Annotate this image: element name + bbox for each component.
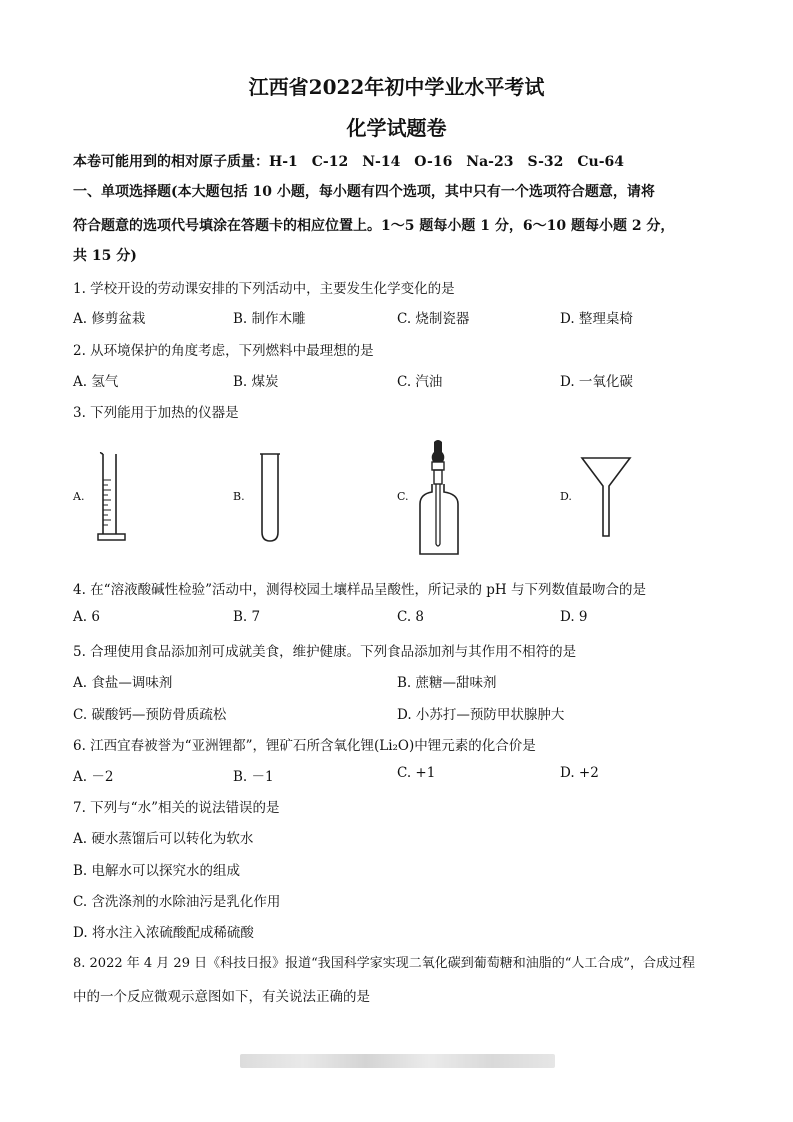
blurred-watermark bbox=[240, 1054, 555, 1068]
atomic-masses: 本卷可能用到的相对原子质量：H-1 C-12 N-14 O-16 Na-23 S-32 Cu-64 bbox=[73, 154, 624, 170]
question-7-stem: 7. 下列与“水”相关的说法错误的是 bbox=[73, 800, 280, 816]
q1-option-b: B. 制作木雕 bbox=[233, 311, 306, 327]
q1-option-a: A. 修剪盆栽 bbox=[73, 311, 146, 327]
q1-option-d: D. 整理桌椅 bbox=[560, 311, 633, 327]
q5-option-b: B. 蔗糖—甜味剂 bbox=[397, 675, 497, 691]
q3-option-a: A. bbox=[73, 490, 85, 503]
q6-option-a: A. －2 bbox=[73, 769, 114, 785]
q5-option-c: C. 碳酸钙—预防骨质疏松 bbox=[73, 707, 227, 723]
question-8-stem-line1: 8. 2022 年 4 月 29 日《科技日报》报道“我国科学家实现二氧化碳到葡萄糖和油脂的“人工合成”，合成过程 bbox=[73, 956, 696, 971]
section-instructions-line2: 符合题意的选项代号填涂在答题卡的相应位置上。1～5 题每小题 1 分，6～10 题每小题 2 分， bbox=[73, 218, 675, 234]
q7-option-a: A. 硬水蒸馏后可以转化为软水 bbox=[73, 831, 254, 847]
question-4-stem: 4. 在“溶液酸碱性检验”活动中，测得校园土壤样品呈酸性，所记录的 pH 与下列数值最吻合的是 bbox=[73, 582, 646, 598]
q4-option-c: C. 8 bbox=[397, 609, 425, 625]
q5-option-a: A. 食盐—调味剂 bbox=[73, 675, 173, 691]
exam-title: 江西省2022年初中学业水平考试 bbox=[248, 75, 545, 99]
q3-option-b: B. bbox=[233, 490, 245, 503]
q6-option-b: B. －1 bbox=[233, 769, 274, 785]
q2-option-a: A. 氢气 bbox=[73, 374, 119, 390]
question-8-stem-line2: 中的一个反应微观示意图如下，有关说法正确的是 bbox=[73, 989, 370, 1005]
exam-subtitle: 化学试题卷 bbox=[346, 116, 447, 140]
q6-option-c: C. +1 bbox=[397, 765, 436, 781]
q7-option-c: C. 含洗涤剂的水除油污是乳化作用 bbox=[73, 894, 281, 910]
question-5-stem: 5. 合理使用食品添加剂可成就美食，维护健康。下列食品添加剂与其作用不相符的是 bbox=[73, 644, 577, 660]
graduated-cylinder-icon bbox=[95, 452, 131, 544]
q4-option-b: B. 7 bbox=[233, 609, 261, 625]
question-6-stem: 6. 江西宜春被誉为“亚洲锂都”，锂矿石所含氧化锂(Li₂O)中锂元素的化合价是 bbox=[73, 738, 536, 754]
q2-option-b: B. 煤炭 bbox=[233, 374, 279, 390]
section-instructions-line1: 一、单项选择题(本大题包括 10 小题，每小题有四个选项，其中只有一个选项符合题意，请将 bbox=[73, 184, 655, 200]
q2-option-d: D. 一氧化碳 bbox=[560, 374, 633, 390]
test-tube-icon bbox=[258, 452, 282, 544]
section-instructions-line3: 共 15 分) bbox=[73, 248, 137, 264]
q3-option-d: D. bbox=[560, 490, 572, 503]
q6-option-d: D. +2 bbox=[560, 765, 599, 781]
q4-option-d: D. 9 bbox=[560, 609, 588, 625]
q7-option-b: B. 电解水可以探究水的组成 bbox=[73, 863, 241, 879]
question-1-stem: 1. 学校开设的劳动课安排的下列活动中，主要发生化学变化的是 bbox=[73, 281, 455, 297]
q7-option-d: D. 将水注入浓硫酸配成稀硫酸 bbox=[73, 925, 254, 941]
q5-option-d: D. 小苏打—预防甲状腺肿大 bbox=[397, 707, 565, 723]
question-3-stem: 3. 下列能用于加热的仪器是 bbox=[73, 405, 239, 421]
q4-option-a: A. 6 bbox=[73, 609, 100, 625]
q3-option-c: C. bbox=[397, 490, 409, 503]
dropper-bottle-icon bbox=[414, 438, 462, 558]
q1-option-c: C. 烧制瓷器 bbox=[397, 311, 470, 327]
funnel-icon bbox=[580, 456, 632, 538]
question-2-stem: 2. 从环境保护的角度考虑，下列燃料中最理想的是 bbox=[73, 343, 374, 359]
q2-option-c: C. 汽油 bbox=[397, 374, 443, 390]
